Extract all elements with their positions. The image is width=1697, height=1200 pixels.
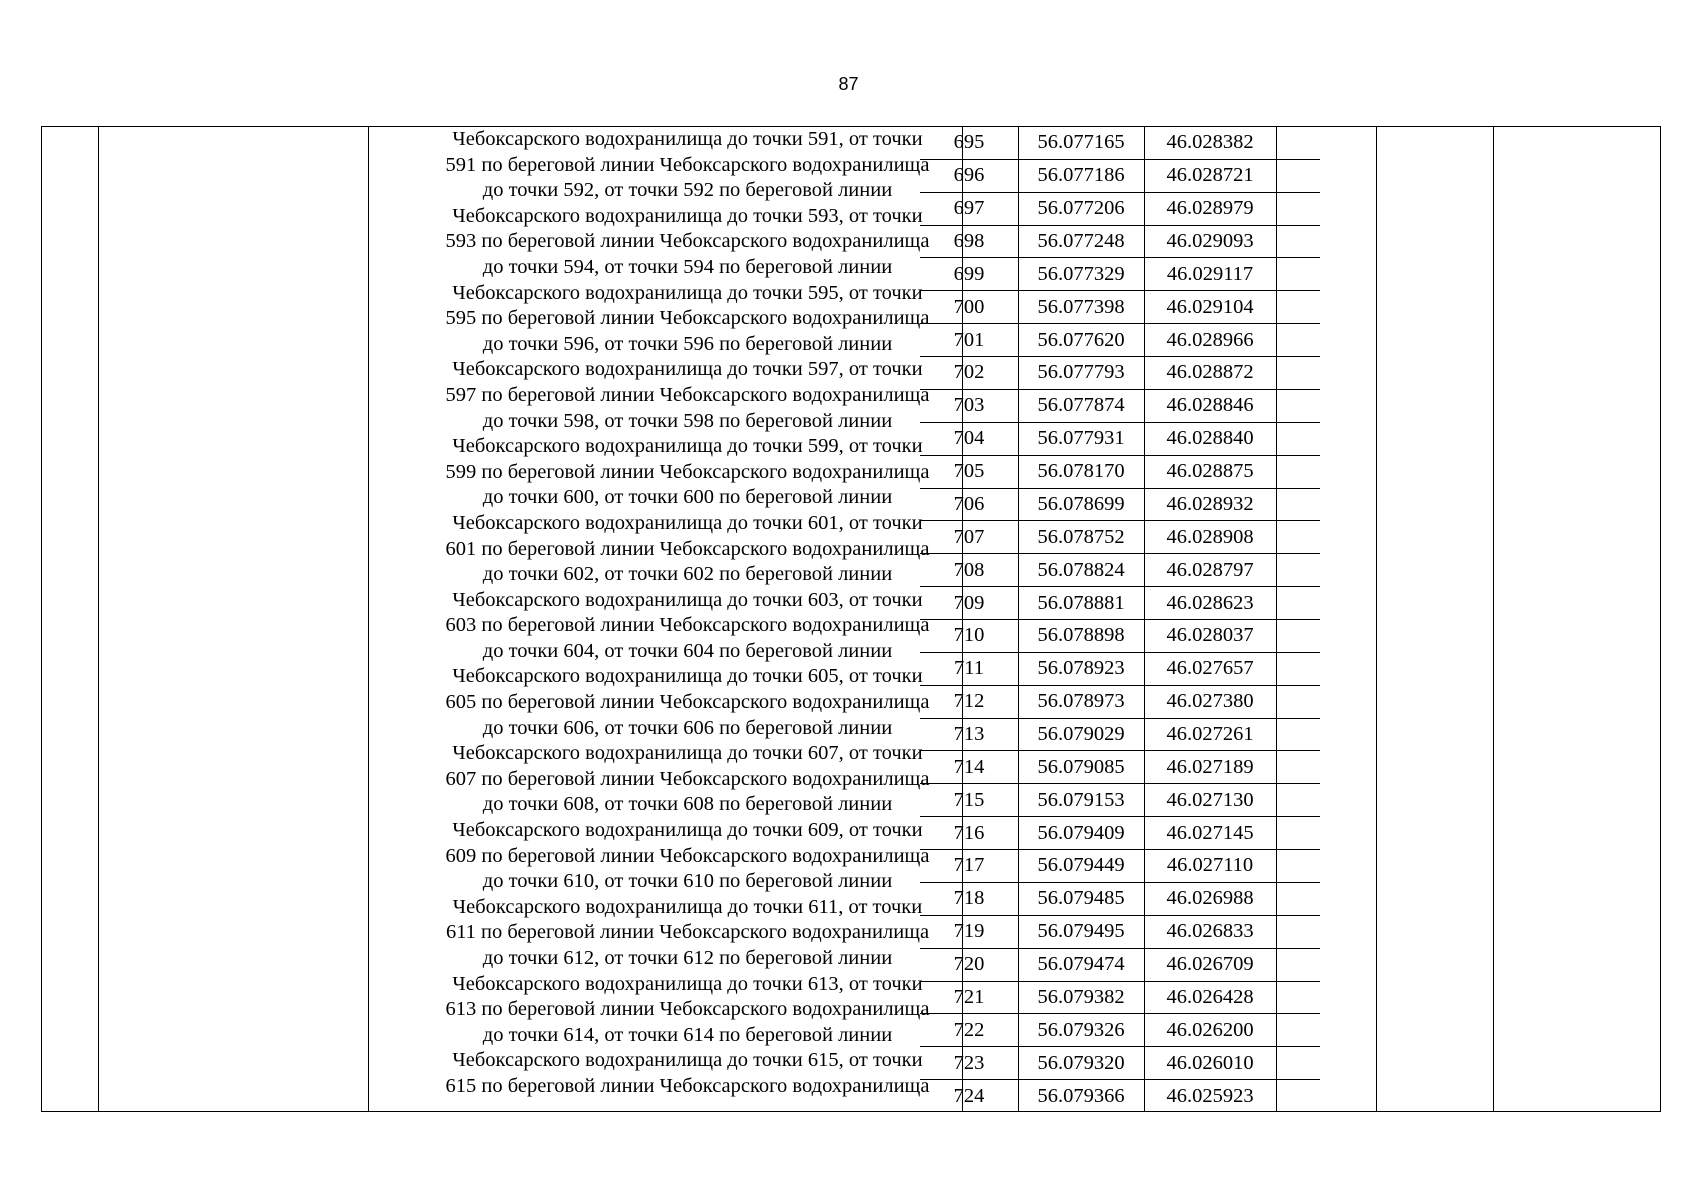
point-number: 703 xyxy=(953,394,985,417)
description-line: до точки 592, от точки 592 по береговой линии xyxy=(482,179,893,202)
longitude-cell: 46.027189 xyxy=(1166,755,1254,778)
point-number: 705 xyxy=(953,460,985,483)
longitude-cell: 46.027261 xyxy=(1166,723,1254,746)
description-line: Чебоксарского водохранилища до точки 599, от точки xyxy=(452,435,923,458)
latitude-cell: 56.078170 xyxy=(1037,460,1125,483)
description-line: до точки 594, от точки 594 по береговой линии xyxy=(482,255,893,278)
longitude-cell: 46.027380 xyxy=(1166,690,1254,713)
latitude-cell: 56.079409 xyxy=(1037,821,1125,844)
point-number: 719 xyxy=(953,920,985,943)
description-line: 593 по береговой линии Чебоксарского водохранилища xyxy=(445,230,930,253)
latitude-cell: 56.079382 xyxy=(1037,985,1125,1008)
table-row xyxy=(920,653,1320,686)
column-divider xyxy=(1376,127,1377,1111)
point-number: 704 xyxy=(953,427,985,450)
latitude-cell: 56.077620 xyxy=(1037,328,1125,351)
point-number: 700 xyxy=(953,295,985,318)
table-row xyxy=(920,258,1320,291)
longitude-cell: 46.028932 xyxy=(1166,492,1254,515)
latitude-cell: 56.078923 xyxy=(1037,657,1125,680)
description-line: Чебоксарского водохранилища до точки 609, от точки xyxy=(452,819,923,842)
description-line: 611 по береговой линии Чебоксарского водохранилища xyxy=(445,921,930,944)
longitude-cell: 46.028908 xyxy=(1166,525,1254,548)
point-number: 717 xyxy=(953,854,985,877)
point-number: 707 xyxy=(953,525,985,548)
point-number: 724 xyxy=(953,1085,985,1108)
latitude-cell: 56.077329 xyxy=(1037,262,1125,285)
longitude-cell: 46.029104 xyxy=(1166,295,1254,318)
latitude-cell: 56.079366 xyxy=(1037,1085,1125,1108)
latitude-cell: 56.077931 xyxy=(1037,427,1125,450)
table-row xyxy=(920,291,1320,324)
description-line: Чебоксарского водохранилища до точки 597, от точки xyxy=(452,358,923,381)
latitude-cell: 56.078699 xyxy=(1037,492,1125,515)
table-row xyxy=(920,850,1320,883)
point-number: 722 xyxy=(953,1018,985,1041)
table-row xyxy=(920,1047,1320,1080)
table-row xyxy=(920,226,1320,259)
table-row xyxy=(920,916,1320,949)
table-row xyxy=(920,456,1320,489)
longitude-cell: 46.025923 xyxy=(1166,1085,1254,1108)
longitude-cell: 46.028623 xyxy=(1166,591,1254,614)
description-line: 599 по береговой линии Чебоксарского водохранилища xyxy=(445,460,930,483)
description-line: до точки 604, от точки 604 по береговой линии xyxy=(482,639,893,662)
description-line: Чебоксарского водохранилища до точки 605, от точки xyxy=(452,665,923,688)
longitude-cell: 46.028037 xyxy=(1166,624,1254,647)
description-line: Чебоксарского водохранилища до точки 615, от точки xyxy=(452,1049,923,1072)
longitude-cell: 46.027110 xyxy=(1166,854,1254,877)
latitude-cell: 56.078824 xyxy=(1037,558,1125,581)
latitude-cell: 56.079320 xyxy=(1037,1051,1125,1074)
latitude-cell: 56.077206 xyxy=(1037,197,1125,220)
description-line: Чебоксарского водохранилища до точки 591, от точки xyxy=(452,128,923,150)
table-row xyxy=(920,357,1320,390)
point-number: 701 xyxy=(953,328,985,351)
table-row xyxy=(920,127,1320,160)
table-row xyxy=(920,160,1320,193)
latitude-cell: 56.077793 xyxy=(1037,361,1125,384)
longitude-cell: 46.028875 xyxy=(1166,460,1254,483)
column-divider xyxy=(368,127,369,1111)
latitude-cell: 56.078898 xyxy=(1037,624,1125,647)
description-line: до точки 598, от точки 598 по береговой линии xyxy=(482,409,893,432)
latitude-cell: 56.078973 xyxy=(1037,690,1125,713)
point-number: 697 xyxy=(953,197,985,220)
description-line: Чебоксарского водохранилища до точки 613, от точки xyxy=(452,972,923,995)
table-row xyxy=(920,784,1320,817)
longitude-cell: 46.028872 xyxy=(1166,361,1254,384)
column-divider xyxy=(1493,127,1494,1111)
point-number: 696 xyxy=(953,164,985,187)
longitude-cell: 46.028966 xyxy=(1166,328,1254,351)
table-row xyxy=(920,587,1320,620)
description-line: 605 по береговой линии Чебоксарского водохранилища xyxy=(445,691,930,714)
description-line: 597 по береговой линии Чебоксарского водохранилища xyxy=(445,383,930,406)
latitude-cell: 56.079474 xyxy=(1037,953,1125,976)
point-number: 708 xyxy=(953,558,985,581)
table-row xyxy=(920,1014,1320,1047)
page-number: 87 xyxy=(838,74,859,94)
latitude-cell: 56.079085 xyxy=(1037,755,1125,778)
point-number: 702 xyxy=(953,361,985,384)
table-row xyxy=(920,620,1320,653)
column-divider xyxy=(98,127,99,1111)
longitude-cell: 46.027145 xyxy=(1166,821,1254,844)
longitude-cell: 46.026709 xyxy=(1166,953,1254,976)
longitude-cell: 46.027657 xyxy=(1166,657,1254,680)
latitude-cell: 56.078881 xyxy=(1037,591,1125,614)
boundary-description xyxy=(411,127,964,1100)
description-line: Чебоксарского водохранилища до точки 611, от точки xyxy=(452,895,923,918)
latitude-cell: 56.077874 xyxy=(1037,394,1125,417)
table-row xyxy=(920,817,1320,850)
table-row xyxy=(920,982,1320,1015)
table-row xyxy=(920,554,1320,587)
longitude-cell: 46.026200 xyxy=(1166,1018,1254,1041)
table-row xyxy=(920,390,1320,423)
point-number: 715 xyxy=(953,788,985,811)
latitude-cell: 56.079029 xyxy=(1037,723,1125,746)
table-row xyxy=(920,521,1320,554)
point-number: 720 xyxy=(953,953,985,976)
description-line: Чебоксарского водохранилища до точки 593, от точки xyxy=(452,204,923,227)
table-row xyxy=(920,719,1320,752)
longitude-cell: 46.029093 xyxy=(1166,230,1254,253)
longitude-cell: 46.026833 xyxy=(1166,920,1254,943)
longitude-cell: 46.028721 xyxy=(1166,164,1254,187)
table-row xyxy=(920,193,1320,226)
table-row xyxy=(920,423,1320,456)
longitude-cell: 46.028979 xyxy=(1166,197,1254,220)
point-number: 711 xyxy=(954,657,984,680)
point-number: 718 xyxy=(953,887,985,910)
description-line: до точки 614, от точки 614 по береговой линии xyxy=(482,1023,893,1046)
longitude-cell: 46.028797 xyxy=(1166,558,1254,581)
coordinates-table xyxy=(41,126,1661,1112)
latitude-cell: 56.077165 xyxy=(1037,131,1125,154)
description-line: 603 по береговой линии Чебоксарского водохранилища xyxy=(445,614,930,637)
description-line: 609 по береговой линии Чебоксарского водохранилища xyxy=(445,844,930,867)
description-line: 615 по береговой линии Чебоксарского водохранилища xyxy=(445,1074,930,1097)
point-number: 716 xyxy=(953,821,985,844)
latitude-cell: 56.078752 xyxy=(1037,525,1125,548)
latitude-cell: 56.079485 xyxy=(1037,887,1125,910)
table-row xyxy=(920,686,1320,719)
description-line: 595 по береговой линии Чебоксарского водохранилища xyxy=(445,307,930,330)
latitude-cell: 56.077248 xyxy=(1037,230,1125,253)
description-line: Чебоксарского водохранилища до точки 601, от точки xyxy=(452,511,923,534)
description-line: Чебоксарского водохранилища до точки 607, от точки xyxy=(452,742,923,765)
description-line: Чебоксарского водохранилища до точки 603, от точки xyxy=(452,588,923,611)
point-number: 709 xyxy=(953,591,985,614)
longitude-cell: 46.026428 xyxy=(1166,985,1254,1008)
point-number: 706 xyxy=(953,492,985,515)
latitude-cell: 56.079326 xyxy=(1037,1018,1125,1041)
description-line: до точки 606, от точки 606 по береговой линии xyxy=(482,716,893,739)
points-grid xyxy=(920,127,1320,1113)
longitude-cell: 46.028840 xyxy=(1166,427,1254,450)
point-number: 712 xyxy=(953,690,985,713)
latitude-cell: 56.079449 xyxy=(1037,854,1125,877)
point-number: 723 xyxy=(953,1051,985,1074)
description-line: до точки 610, от точки 610 по береговой линии xyxy=(482,870,893,893)
description-line: до точки 596, от точки 596 по береговой линии xyxy=(482,332,893,355)
latitude-cell: 56.079495 xyxy=(1037,920,1125,943)
description-line: 607 по береговой линии Чебоксарского водохранилища xyxy=(445,767,930,790)
description-line: Чебоксарского водохранилища до точки 595, от точки xyxy=(452,281,923,304)
longitude-cell: 46.029117 xyxy=(1166,262,1254,285)
point-number: 713 xyxy=(953,723,985,746)
longitude-cell: 46.028846 xyxy=(1166,394,1254,417)
point-number: 710 xyxy=(953,624,985,647)
point-number: 695 xyxy=(953,131,985,154)
table-row xyxy=(920,883,1320,916)
longitude-cell: 46.027130 xyxy=(1166,788,1254,811)
longitude-cell: 46.028382 xyxy=(1166,131,1254,154)
longitude-cell: 46.026010 xyxy=(1166,1051,1254,1074)
description-line: 591 по береговой линии Чебоксарского водохранилища xyxy=(445,153,930,176)
latitude-cell: 56.079153 xyxy=(1037,788,1125,811)
description-line: до точки 602, от точки 602 по береговой линии xyxy=(482,563,893,586)
description-line: до точки 608, от точки 608 по береговой линии xyxy=(482,793,893,816)
table-row xyxy=(920,324,1320,357)
point-number: 699 xyxy=(953,262,985,285)
longitude-cell: 46.026988 xyxy=(1166,887,1254,910)
latitude-cell: 56.077186 xyxy=(1037,164,1125,187)
description-line: 601 по береговой линии Чебоксарского водохранилища xyxy=(445,537,930,560)
point-number: 721 xyxy=(953,985,985,1008)
description-line: до точки 600, от точки 600 по береговой линии xyxy=(482,486,893,509)
table-row xyxy=(920,949,1320,982)
description-line: до точки 612, от точки 612 по береговой линии xyxy=(482,947,893,969)
point-number: 714 xyxy=(953,755,985,778)
latitude-cell: 56.077398 xyxy=(1037,295,1125,318)
point-number: 698 xyxy=(953,230,985,253)
table-row xyxy=(920,489,1320,522)
table-row xyxy=(920,751,1320,784)
table-row xyxy=(920,1080,1320,1113)
description-line: 613 по береговой линии Чебоксарского водохранилища xyxy=(445,998,930,1021)
